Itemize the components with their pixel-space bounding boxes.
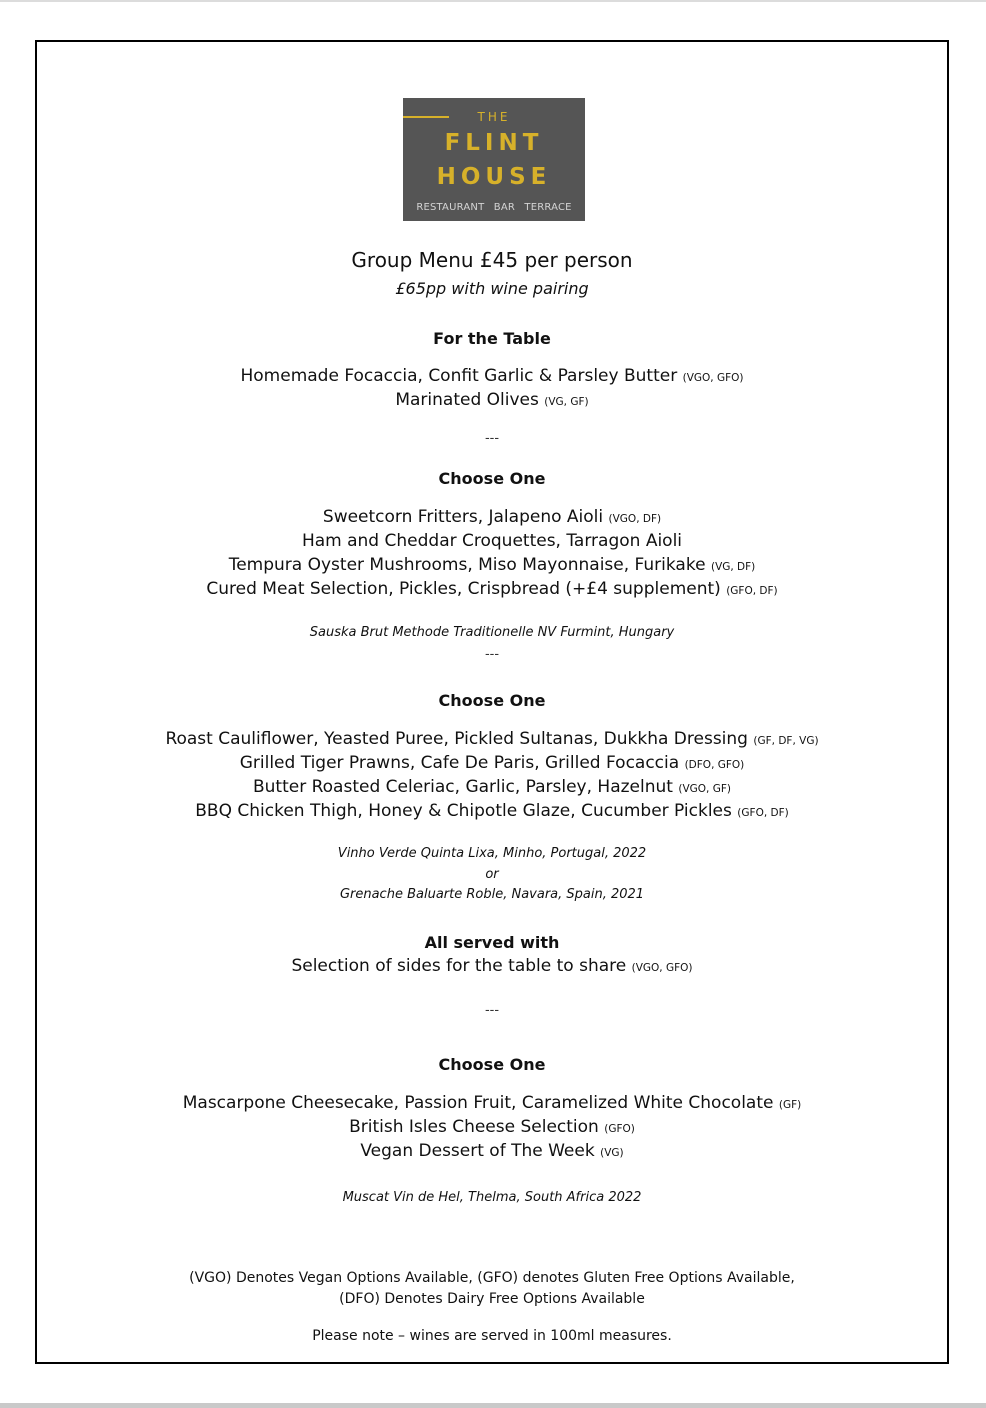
dietary-tags: (VG, DF) — [710, 561, 756, 573]
dessert-wine: Muscat Vin de Hel, Thelma, South Africa 2022 — [342, 1190, 642, 1205]
menu-frame — [35, 40, 949, 1364]
menu-title: Group Menu £45 per person — [351, 248, 633, 272]
dietary-tags: (VG, GF) — [544, 396, 589, 408]
logo-tagline: RESTAURANT BAR TERRACE — [416, 202, 572, 213]
item-name: Mascarpone Cheesecake, Passion Fruit, Caramelized White Chocolate — [182, 1093, 774, 1113]
item-name: Marinated Olives — [395, 390, 539, 410]
dietary-tags: (VGO, DF) — [608, 513, 662, 525]
logo-flint: FLINT — [444, 130, 544, 156]
served-with-heading: All served with — [424, 933, 560, 952]
item-name: Tempura Oyster Mushrooms, Miso Mayonnaise, Furikake — [228, 555, 706, 575]
menu-item — [37, 753, 947, 773]
dietary-tags: (VGO, GF) — [678, 783, 731, 795]
item-name: BBQ Chicken Thigh, Honey & Chipotle Glaze, Cucumber Pickles — [195, 801, 732, 821]
item-name: Ham and Cheddar Croquettes, Tarragon Aioli — [301, 531, 683, 551]
item-name: Vegan Dessert of The Week — [360, 1141, 595, 1161]
dietary-tags: (GF, DF, VG) — [753, 735, 819, 747]
dietary-tags: (VGO, GFO) — [631, 962, 693, 974]
wine-measure-note: Please note – wines are served in 100ml measures. — [312, 1328, 672, 1344]
menu-item — [37, 956, 947, 976]
logo-house: HOUSE — [436, 164, 552, 190]
menu-item — [37, 390, 947, 410]
item-name: Sweetcorn Fritters, Jalapeno Aioli — [322, 507, 604, 527]
logo-the-row — [403, 110, 585, 124]
dietary-legend-line-2: (DFO) Denotes Dairy Free Options Available — [339, 1291, 645, 1307]
menu-item — [37, 1117, 947, 1137]
logo-the: THE — [477, 110, 511, 124]
flint-house-logo — [403, 98, 585, 221]
separator: --- — [484, 647, 500, 662]
item-name: Selection of sides for the table to share — [291, 956, 627, 976]
dietary-tags: (GFO, DF) — [737, 807, 789, 819]
menu-item — [37, 1141, 947, 1161]
mains-wine-2: Grenache Baluarte Roble, Navara, Spain, 2021 — [339, 887, 645, 902]
page-bottom-edge — [0, 1403, 986, 1408]
dietary-legend-line-1: (VGO) Denotes Vegan Options Available, (GFO) denotes Gluten Free Options Available, — [189, 1270, 795, 1286]
menu-item — [37, 579, 947, 599]
menu-item — [37, 555, 947, 575]
dietary-tags: (VG) — [600, 1147, 624, 1159]
menu-item — [37, 1093, 947, 1113]
menu-item — [37, 531, 947, 551]
menu-item — [37, 507, 947, 527]
separator: --- — [484, 431, 500, 446]
menu-subtitle: £65pp with wine pairing — [395, 279, 589, 298]
page-top-edge — [0, 0, 986, 2]
dietary-tags: (GFO) — [604, 1123, 635, 1135]
for-the-table-heading: For the Table — [433, 329, 551, 348]
dietary-tags: (DFO, GFO) — [684, 759, 745, 771]
menu-item — [37, 777, 947, 797]
mains-heading: Choose One — [438, 691, 546, 710]
item-name: British Isles Cheese Selection — [349, 1117, 599, 1137]
menu-item — [37, 366, 947, 386]
item-name: Cured Meat Selection, Pickles, Crispbread (+£4 supplement) — [206, 579, 721, 599]
item-name: Butter Roasted Celeriac, Garlic, Parsley, Hazelnut — [252, 777, 673, 797]
starter-wine: Sauska Brut Methode Traditionelle NV Furmint, Hungary — [309, 625, 675, 640]
menu-item — [37, 729, 947, 749]
dietary-tags: (GF) — [778, 1099, 802, 1111]
starters-heading: Choose One — [438, 469, 546, 488]
item-name: Homemade Focaccia, Confit Garlic & Parsley Butter — [240, 366, 678, 386]
dietary-tags: (GFO, DF) — [726, 585, 778, 597]
separator: --- — [484, 1003, 500, 1018]
mains-wine-1: Vinho Verde Quinta Lixa, Minho, Portugal, 2022 — [337, 846, 647, 861]
logo-rule-right — [403, 116, 449, 118]
dietary-tags: (VGO, GFO) — [682, 372, 744, 384]
desserts-heading: Choose One — [438, 1055, 546, 1074]
item-name: Roast Cauliflower, Yeasted Puree, Pickled Sultanas, Dukkha Dressing — [165, 729, 748, 749]
menu-item — [37, 801, 947, 821]
item-name: Grilled Tiger Prawns, Cafe De Paris, Grilled Focaccia — [239, 753, 680, 773]
mains-wine-or: or — [485, 867, 499, 882]
